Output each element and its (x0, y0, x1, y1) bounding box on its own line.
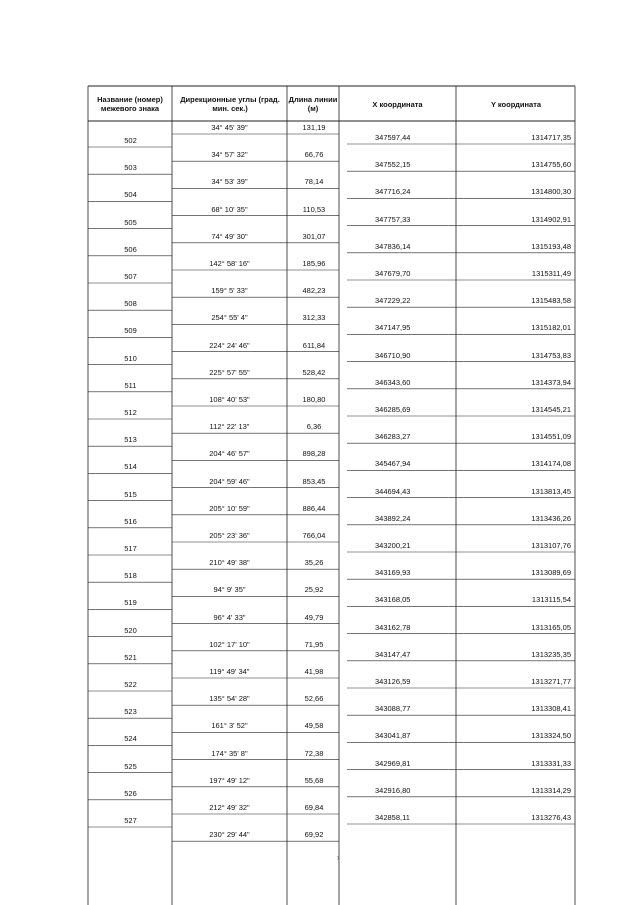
segment-angle: 204° 46' 57" (209, 449, 250, 459)
point-name: 527 (124, 816, 137, 825)
point-y: 1314545,21 (531, 405, 571, 414)
segment-angle: 210° 49' 38" (209, 558, 250, 568)
segment-angle: 205° 10' 59" (209, 503, 250, 513)
point-y: 1314755,60 (531, 160, 571, 170)
segment-length: 482,23 (302, 286, 326, 296)
segment-length: 35,26 (304, 558, 324, 568)
header-angle: Дирекционные углы (град. мин. сек.) (180, 95, 280, 113)
point-x: 342858,11 (375, 813, 410, 822)
point-y: 1314174,08 (531, 459, 571, 469)
point-y: 1313308,41 (531, 704, 571, 714)
point-x: 346710,90 (375, 350, 411, 360)
segment-length: 49,79 (304, 612, 324, 622)
point-y: 1313314,29 (531, 785, 571, 795)
segment-angle: 96° 4' 33" (213, 612, 246, 622)
point-y: 1315193,48 (531, 241, 571, 251)
segment-length: 110,53 (302, 204, 326, 214)
segment-length: 6,36 (306, 422, 322, 432)
point-name: 519 (124, 598, 137, 608)
point-x: 343169,93 (375, 568, 411, 578)
header-x: X координата (372, 99, 423, 109)
point-x: 347147,95 (375, 323, 411, 333)
segment-angle: 34° 57' 32" (211, 150, 248, 160)
segment-angle: 102° 17' 10" (209, 639, 250, 649)
point-y: 1313324,50 (531, 731, 571, 741)
point-y: 1314800,30 (531, 187, 571, 197)
point-y: 1314551,09 (531, 432, 571, 442)
header-name: Название (номер) межевого знака (97, 95, 163, 113)
point-x: 347757,33 (375, 214, 411, 224)
segment-length: 886,44 (302, 503, 326, 513)
point-x: 343126,59 (375, 677, 411, 686)
point-x: 344694,43 (375, 486, 411, 496)
segment-angle: 34° 53' 39" (211, 177, 248, 187)
segment-length: 312,33 (302, 313, 326, 323)
point-x: 343147,47 (375, 649, 411, 659)
point-name: 514 (124, 462, 137, 472)
page-mark: › (337, 853, 340, 862)
point-x: 347597,44 (375, 133, 411, 142)
segment-length: 185,96 (302, 259, 326, 268)
segment-length: 611,84 (302, 340, 326, 350)
point-y: 1313436,26 (531, 513, 571, 523)
point-name: 526 (124, 788, 137, 798)
segment-angle: 197° 49' 12" (209, 775, 250, 785)
segment-angle: 108° 40' 53" (209, 395, 250, 404)
point-name: 511 (124, 380, 137, 390)
segment-length: 25,92 (304, 585, 324, 595)
segment-angle: 34° 45' 39" (211, 123, 248, 132)
point-name: 508 (124, 299, 137, 309)
point-x: 347229,22 (375, 296, 411, 306)
segment-length: 898,28 (302, 449, 326, 459)
point-y: 1313115,54 (531, 595, 571, 605)
point-x: 342969,81 (375, 758, 411, 768)
point-x: 346283,27 (375, 432, 411, 442)
point-y: 1313276,43 (531, 813, 571, 822)
segment-angle: 174° 35' 8" (211, 748, 248, 758)
point-name: 506 (124, 244, 137, 254)
segment-length: 41,98 (304, 667, 324, 676)
segment-angle: 74° 49' 30" (211, 231, 248, 241)
segment-length: 766,04 (302, 531, 326, 540)
point-y: 1313331,33 (531, 758, 571, 768)
segment-length: 71,95 (304, 639, 324, 649)
segment-length: 78,14 (304, 177, 324, 187)
segment-length: 301,07 (302, 231, 326, 241)
point-name: 513 (124, 435, 137, 445)
segment-length: 180,80 (302, 395, 326, 404)
point-y: 1315483,58 (531, 296, 571, 306)
point-y: 1315182,01 (531, 323, 571, 333)
segment-angle: 94° 9' 35" (213, 585, 246, 595)
point-x: 343892,24 (375, 513, 411, 523)
segment-angle: 224° 24' 46" (209, 340, 250, 350)
point-y: 1314753,83 (531, 350, 571, 360)
point-y: 1314902,91 (531, 214, 571, 224)
segment-length: 55,68 (304, 775, 324, 785)
point-x: 345467,94 (375, 459, 411, 469)
point-name: 517 (124, 544, 137, 553)
point-y: 1314717,35 (531, 133, 571, 142)
point-name: 515 (124, 489, 137, 499)
point-name: 509 (124, 326, 137, 336)
segment-length: 69,92 (304, 830, 324, 840)
point-x: 342916,80 (375, 785, 411, 795)
point-name: 510 (124, 353, 137, 363)
point-name: 507 (124, 272, 137, 281)
segment-angle: 204° 59' 46" (209, 476, 250, 486)
segment-length: 853,45 (302, 476, 326, 486)
point-name: 504 (124, 190, 137, 200)
segment-angle: 205° 23' 36" (209, 531, 250, 540)
segment-angle: 68° 10' 35" (211, 204, 248, 214)
point-x: 343162,78 (375, 622, 411, 632)
segment-angle: 119° 49' 34" (209, 667, 250, 676)
point-y: 1313235,35 (531, 649, 571, 659)
point-name: 521 (124, 652, 137, 662)
point-x: 343088,77 (375, 704, 411, 714)
segment-length: 131,19 (302, 123, 326, 132)
point-x: 346285,69 (375, 405, 411, 414)
point-y: 1313271,77 (531, 677, 571, 686)
point-name: 502 (124, 136, 137, 145)
point-y: 1313089,69 (531, 568, 571, 578)
segment-length: 49,58 (304, 721, 324, 731)
segment-length: 69,84 (304, 803, 324, 812)
point-x: 343200,21 (375, 541, 411, 550)
segment-length: 528,42 (302, 367, 326, 377)
point-y: 1315311,49 (531, 269, 571, 278)
point-x: 346343,60 (375, 377, 411, 387)
segment-angle: 230° 29' 44" (209, 830, 250, 840)
point-name: 523 (124, 707, 137, 717)
header-length: Длина линии (м) (288, 95, 338, 113)
point-name: 512 (124, 408, 137, 417)
point-name: 520 (124, 625, 137, 635)
segment-angle: 254° 55' 4" (211, 313, 248, 323)
segment-angle: 142° 58' 16" (209, 259, 250, 268)
segment-length: 66,76 (304, 150, 324, 160)
point-y: 1314373,94 (531, 377, 571, 387)
point-name: 503 (124, 163, 137, 173)
point-x: 343041,87 (375, 731, 411, 741)
point-name: 524 (124, 734, 137, 744)
segment-length: 52,66 (304, 694, 324, 704)
segment-angle: 159° 5' 33" (211, 286, 248, 296)
point-name: 505 (124, 217, 137, 227)
point-name: 525 (124, 761, 137, 771)
point-name: 518 (124, 571, 137, 581)
header-y: Y координата (490, 99, 542, 109)
point-y: 1313165,05 (531, 622, 571, 632)
segment-angle: 161° 3' 52" (211, 721, 248, 731)
point-x: 347836,14 (375, 241, 411, 251)
point-name: 522 (124, 680, 137, 689)
point-y: 1313107,76 (531, 541, 571, 550)
segment-angle: 112° 22' 13" (209, 422, 250, 432)
segment-length: 72,38 (304, 748, 324, 758)
segment-angle: 225° 57' 55" (209, 367, 250, 377)
point-x: 347716,24 (375, 187, 411, 197)
segment-angle: 212° 49' 32" (209, 803, 250, 812)
point-name: 516 (124, 516, 137, 526)
segment-angle: 135° 54' 28" (209, 694, 250, 704)
point-x: 347679,70 (375, 269, 411, 278)
point-y: 1313813,45 (531, 486, 571, 496)
point-x: 343168,05 (375, 595, 411, 605)
point-x: 347552,15 (375, 160, 411, 170)
